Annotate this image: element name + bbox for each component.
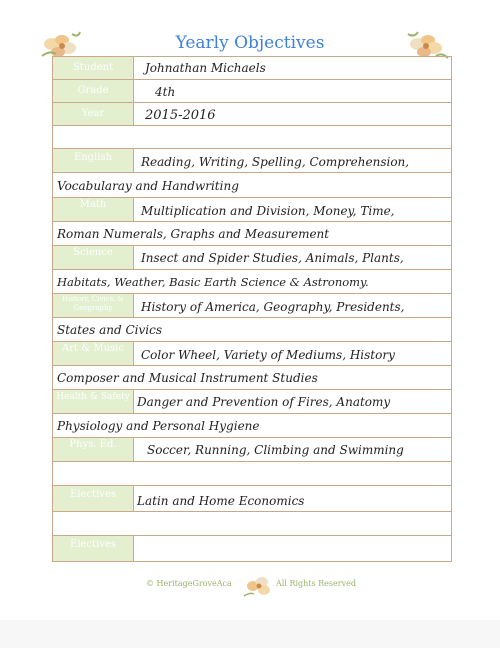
science-line-1: Insect and Spider Studies, Animals, Plants,: [141, 251, 404, 265]
grade-label: Grade: [53, 80, 134, 102]
math-row-2: [53, 222, 451, 246]
art-label: Art & Music: [53, 342, 134, 365]
footer-copyright: © HeritageGroveAca: [146, 579, 232, 588]
history-line-2: States and Civics: [57, 323, 162, 337]
electives-divider: [133, 536, 134, 561]
english-row-2: [53, 173, 451, 198]
science-line-2: Habitats, Weather, Basic Earth Science & Astronomy.: [57, 275, 369, 289]
math-row-1: [53, 198, 451, 222]
blank-row-2: [53, 462, 451, 486]
year-value: 2015-2016: [145, 108, 216, 123]
art-line-2: Composer and Musical Instrument Studies: [57, 371, 318, 385]
history-row-1: [53, 294, 451, 318]
electives-row-2: [53, 536, 451, 561]
health-label: Health & Safety: [53, 390, 134, 413]
student-label: Student: [53, 57, 134, 79]
art-line-1: Color Wheel, Variety of Mediums, History: [141, 348, 395, 362]
grade-value: 4th: [155, 85, 176, 99]
footer-rights: All Rights Reserved: [276, 579, 356, 588]
blank-row: [53, 126, 451, 149]
objectives-form: [52, 56, 452, 562]
math-line-2: Roman Numerals, Graphs and Measurement: [57, 227, 330, 241]
history-row-2: [53, 318, 451, 342]
health-row-2: [53, 414, 451, 438]
student-row: [53, 57, 451, 80]
footer-flower-icon: [242, 572, 276, 600]
science-label: Science: [53, 246, 134, 269]
electives-value-1: Latin and Home Economics: [137, 494, 305, 508]
health-line-1: Danger and Prevention of Fires, Anatomy: [137, 395, 391, 409]
electives-label-2: Electives: [53, 536, 134, 561]
math-line-1: Multiplication and Division, Money, Time,: [141, 204, 395, 218]
grade-row: [53, 80, 451, 103]
physed-line-1: Soccer, Running, Climbing and Swimming: [147, 443, 404, 457]
english-label: English: [53, 149, 134, 172]
math-label: Math: [53, 198, 134, 221]
history-label: History, Civics, & Geography: [53, 294, 134, 317]
health-line-2: Physiology and Personal Hygiene: [57, 419, 260, 433]
art-row-1: [53, 342, 451, 366]
blank-row-3: [53, 512, 451, 536]
year-row: [53, 103, 451, 126]
art-row-2: [53, 366, 451, 390]
physed-label: Phys. Ed.: [53, 438, 134, 461]
electives-label-1: Electives: [53, 486, 134, 511]
page-title: Yearly Objectives: [175, 33, 325, 53]
electives-row-1: [53, 486, 451, 512]
student-value: Johnathan Michaels: [145, 61, 266, 75]
english-row-1: [53, 149, 451, 173]
health-row-1: [53, 390, 451, 414]
year-label: Year: [53, 103, 134, 125]
physed-row: [53, 438, 451, 462]
english-line-2: Vocabularay and Handwriting: [57, 179, 239, 193]
english-line-1: Reading, Writing, Spelling, Comprehension,: [141, 155, 410, 169]
history-line-1: History of America, Geography, Presidents,: [141, 300, 405, 314]
science-row-2: [53, 270, 451, 294]
science-row-1: [53, 246, 451, 270]
